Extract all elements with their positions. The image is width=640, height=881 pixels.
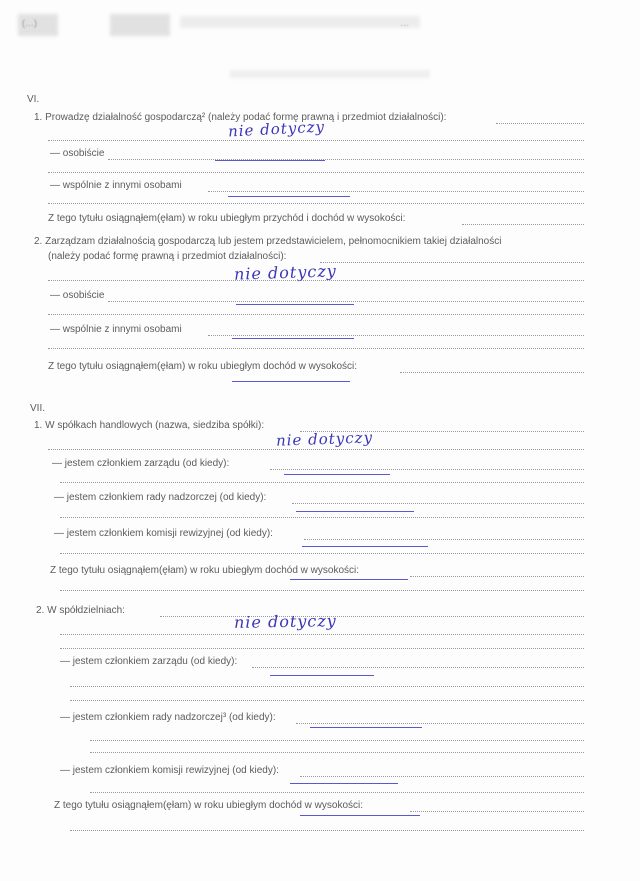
vii-zarzad-label: — jestem członkiem zarządu (od kiedy): bbox=[52, 458, 230, 469]
fill-line bbox=[410, 811, 584, 812]
vii-q1-handwriting: nie dotyczy bbox=[275, 428, 374, 450]
vii-zarzad2-label: — jestem członkiem zarządu (od kiedy): bbox=[60, 656, 238, 667]
vi-income2-strike bbox=[232, 381, 350, 382]
vii-komisja2-strike bbox=[290, 783, 398, 784]
fill-line bbox=[208, 191, 584, 192]
fill-line bbox=[48, 449, 584, 450]
fill-line bbox=[410, 576, 584, 577]
vii-rada-label: — jestem członkiem rady nadzorczej (od kiedy): bbox=[54, 492, 267, 503]
fill-line bbox=[60, 648, 584, 649]
header-smudge bbox=[230, 70, 430, 78]
fill-line bbox=[304, 539, 584, 540]
vii-income2-text: Z tego tytułu osiągnąłem(ęłam) w roku ubiegłym dochód w wysokości: bbox=[54, 800, 364, 811]
fill-line bbox=[48, 280, 584, 281]
vii-income-strike bbox=[290, 579, 408, 580]
header-left: (…) bbox=[22, 18, 37, 28]
vii-zarzad2-strike bbox=[270, 675, 374, 676]
fill-line bbox=[90, 740, 584, 741]
header-smudge bbox=[110, 14, 170, 36]
vi-q2-handwriting: nie dotyczy bbox=[233, 261, 338, 284]
fill-line bbox=[270, 469, 584, 470]
vi-wspolnie-strike bbox=[228, 196, 350, 197]
fill-line bbox=[60, 517, 584, 518]
vi-osobiscie2-label: — osobiście bbox=[50, 290, 105, 301]
fill-line bbox=[292, 503, 584, 504]
vi-wspolnie2-label: — wspólnie z innymi osobami bbox=[50, 324, 182, 335]
vii-komisja-label: — jestem członkiem komisji rewizyjnej (od kiedy): bbox=[54, 528, 273, 539]
fill-line bbox=[108, 159, 584, 160]
fill-line bbox=[60, 553, 584, 554]
vii-komisja-strike bbox=[302, 546, 428, 547]
vi-q2-text-line1: 2. Zarządzam działalnością gospodarczą lub jestem przedstawicielem, pełnomocnikiem takiej działalności bbox=[34, 236, 502, 247]
section-vii-label: VII. bbox=[30, 403, 46, 414]
vi-osobiscie-strike bbox=[215, 160, 325, 161]
fill-line bbox=[252, 667, 584, 668]
fill-line bbox=[48, 203, 584, 204]
fill-line bbox=[60, 482, 584, 483]
section-vi-label: VI. bbox=[27, 94, 40, 105]
vi-income-text: Z tego tytułu osiągnąłem(ęłam) w roku ubiegłym przychód i dochód w wysokości: bbox=[48, 213, 406, 224]
fill-line bbox=[48, 348, 584, 349]
fill-line bbox=[60, 590, 584, 591]
fill-line bbox=[90, 792, 584, 793]
fill-line bbox=[70, 700, 584, 701]
fill-line bbox=[300, 776, 584, 777]
vii-rada2-label: — jestem członkiem rady nadzorczej³ (od kiedy): bbox=[60, 712, 276, 723]
vii-income-text: Z tego tytułu osiągnąłem(ęłam) w roku ubiegłym dochód w wysokości: bbox=[50, 565, 360, 576]
vii-income2-strike bbox=[300, 815, 420, 816]
vi-osobiscie2-strike bbox=[236, 304, 354, 305]
vii-rada2-strike bbox=[310, 727, 422, 728]
header-right: … bbox=[400, 18, 409, 28]
fill-line bbox=[70, 686, 584, 687]
vii-q2-text: 2. W spółdzielniach: bbox=[36, 605, 125, 616]
fill-line bbox=[48, 172, 584, 173]
vi-income2-text: Z tego tytułu osiągnąłem(ęłam) w roku ubiegłym dochód w wysokości: bbox=[48, 361, 358, 372]
vi-wspolnie2-strike bbox=[232, 338, 354, 339]
vi-q1-handwriting: nie dotyczy bbox=[227, 117, 326, 141]
header-smudge bbox=[180, 16, 420, 28]
vii-zarzad-strike bbox=[284, 474, 390, 475]
fill-line bbox=[108, 301, 584, 302]
vi-q1-text: 1. Prowadzę działalność gospodarczą² (należy podać formę prawną i przedmiot działalności): bbox=[34, 112, 447, 123]
fill-line bbox=[60, 634, 584, 635]
fill-line bbox=[160, 616, 584, 617]
fill-line bbox=[462, 224, 584, 225]
vii-komisja2-label: — jestem członkiem komisji rewizyjnej (od kiedy): bbox=[60, 765, 279, 776]
fill-line bbox=[70, 830, 584, 831]
vii-rada-strike bbox=[296, 511, 414, 512]
fill-line bbox=[48, 314, 584, 315]
fill-line bbox=[400, 372, 584, 373]
vi-q2-text-line2: (należy podać formę prawną i przedmiot działalności): bbox=[48, 251, 287, 262]
fill-line bbox=[208, 335, 584, 336]
vii-q1-text: 1. W spółkach handlowych (nazwa, siedziba spółki): bbox=[34, 420, 265, 431]
fill-line bbox=[320, 262, 584, 263]
vi-wspolnie-label: — wspólnie z innymi osobami bbox=[50, 180, 182, 191]
vi-osobiscie-label: — osobiście bbox=[50, 148, 105, 159]
vii-q2-handwriting: nie dotyczy bbox=[233, 611, 337, 632]
fill-line bbox=[90, 752, 584, 753]
fill-line bbox=[296, 723, 584, 724]
fill-line bbox=[48, 140, 584, 141]
fill-line bbox=[496, 123, 584, 124]
